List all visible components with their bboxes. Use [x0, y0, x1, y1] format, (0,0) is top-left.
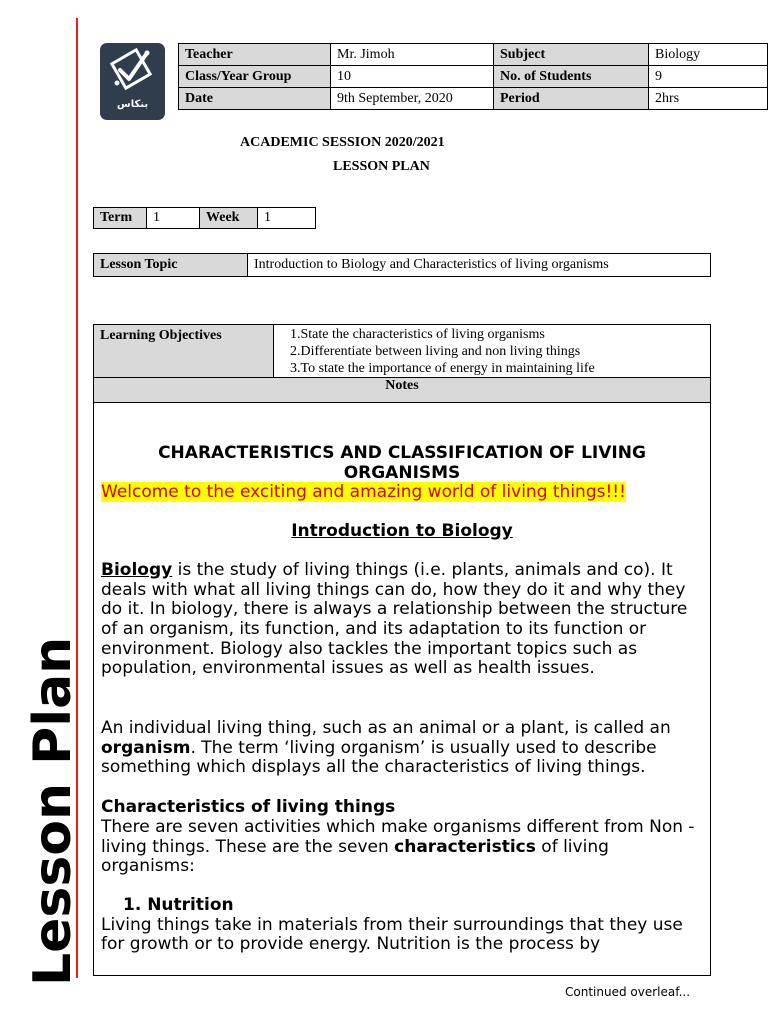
- paragraph-text: of living organisms:: [101, 836, 609, 877]
- list-item-nutrition: 1. Nutrition: [123, 894, 234, 915]
- teacher-label: Teacher: [179, 44, 331, 66]
- date-label: Date: [179, 88, 331, 110]
- subject-value: Biology: [649, 44, 768, 66]
- objectives-list: [274, 325, 710, 377]
- topic-table: [93, 253, 711, 277]
- week-label: Week: [200, 208, 258, 229]
- students-label: No. of Students: [494, 66, 649, 88]
- logo-text: بنكاس: [116, 99, 149, 110]
- notes-body: [94, 403, 710, 977]
- period-value: 2hrs: [649, 88, 768, 110]
- biology-term: Biology: [101, 559, 173, 580]
- objectives-notes-box: [93, 324, 711, 976]
- students-value: 9: [649, 66, 768, 88]
- notes-title: CHARACTERISTICS AND CLASSIFICATION OF LIVING ORGANISMS: [158, 443, 646, 483]
- characteristics-term: characteristics: [394, 836, 536, 857]
- topic-label: Lesson Topic: [94, 254, 248, 277]
- period-label: Period: [494, 88, 649, 110]
- notes-header: Notes: [94, 378, 710, 403]
- week-value: 1: [258, 208, 316, 229]
- objectives-label: Learning Objectives: [94, 325, 274, 377]
- lesson-plan-title: LESSON PLAN: [333, 159, 430, 174]
- session-title: ACADEMIC SESSION 2020/2021: [240, 135, 445, 150]
- logo: [100, 43, 165, 120]
- paragraph-biology: [101, 561, 703, 679]
- continued-note: Continued overleaf...: [565, 985, 691, 999]
- paragraph-text: There are seven activities which make organisms different from Non - living things. These are the seven: [101, 816, 695, 857]
- paragraph-text: An individual living thing, such as an animal or a plant, is called an: [101, 718, 671, 739]
- objective-item: 1.State the characteristics of living organisms: [290, 327, 545, 342]
- paragraph-text: . The term ‘living organism’ is usually used to describe something which displays all the characteristics of living things.: [101, 737, 657, 778]
- paragraph-characteristics: [101, 818, 703, 877]
- objective-item: 3.To state the importance of energy in maintaining life: [290, 361, 595, 376]
- class-label: Class/Year Group: [179, 66, 331, 88]
- term-value: 1: [147, 208, 200, 229]
- topic-value: Introduction to Biology and Characteristics of living organisms: [248, 254, 711, 277]
- logo-icon: [100, 43, 165, 103]
- paragraph-text: is the study of living things (i.e. plants, animals and co). It deals with what all living things can do, how they do it and why they do it. In biology, there is always a relationship between the structure of an organism, its function, and its adaptation to its function or environment. Biology also tackles the important topics such as population, environmental issues as well as health issues.: [101, 559, 688, 679]
- objectives-row: [94, 325, 710, 378]
- paragraph-nutrition: Living things take in materials from their surroundings that they use for growth or to provide energy. Nutrition is the process by: [101, 914, 683, 955]
- organism-term: organism: [101, 737, 191, 758]
- teacher-value: Mr. Jimoh: [331, 44, 494, 66]
- class-value: 10: [331, 66, 494, 88]
- objective-item: 2.Differentiate between living and non living things: [290, 344, 581, 359]
- welcome-text: Welcome to the exciting and amazing world of living things!!!: [101, 482, 626, 503]
- side-label: Lesson Plan: [23, 636, 83, 986]
- subject-label: Subject: [494, 44, 649, 66]
- term-label: Term: [94, 208, 147, 229]
- paragraph-organism: [101, 719, 703, 778]
- characteristics-heading: Characteristics of living things: [101, 797, 396, 818]
- header-table: [178, 43, 768, 110]
- term-table: [93, 207, 316, 229]
- date-value: 9th September, 2020: [331, 88, 494, 110]
- intro-heading: Introduction to Biology: [291, 521, 513, 542]
